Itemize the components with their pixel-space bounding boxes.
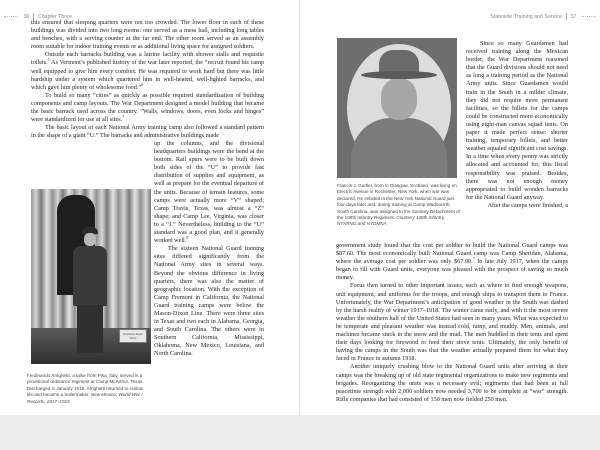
page-number: 37 — [570, 13, 577, 20]
uniform — [351, 118, 447, 178]
divider — [566, 13, 567, 20]
running-head-right — [490, 13, 596, 20]
paragraph: After the camps were finished, a — [487, 201, 568, 209]
portrait-photo — [337, 38, 457, 178]
left-page — [0, 0, 300, 415]
body-text-top — [31, 19, 264, 140]
paragraph: The basic layout of each National Army training camp also followed a standard pattern in the shape of a giant “U.” The barracks and administrative buildings made — [31, 124, 264, 140]
footnote-ref[interactable]: 5 — [47, 58, 50, 63]
soldier-photo — [31, 189, 151, 364]
page-number: 36 — [23, 13, 30, 20]
right-page — [300, 0, 600, 415]
caption-credit: Courtesy 108th Infantry, NYARNG and NYDMNA — [337, 215, 445, 227]
paragraph: The sixteen National Guard training sites differed significantly from the National Army sites in several ways. Beyond the obvious difference in living quarters, there was also the matter of geographic location. With the exception of Camp Fremont in California, the National Guard training camps were below the Mason-Dixon Line. There were three sites in Texas and two each in Alabama, Georgia, and South Carolina. The others were in Southern California, Mississippi, Oklahoma, New Mexico, Louisiana, and North Carolina. — [154, 245, 264, 358]
caption-credit: New Mexico, World War I Records, 1917–1919 — [27, 392, 143, 404]
paragraph: government study found that the cost per soldier to build the National Guard camps was $87.60. The most economically built National Guard camp was Camp Sheridan, Alabama, where the average cost per soldier was only $67.90.$^7$ In late July 1917, when the camps began to fill with Guard units, everyone was pleased with the prospect of saving so much money. — [336, 242, 568, 282]
leader-dots — [582, 16, 596, 17]
photo-caption-left: Ferdinando Arrighetti, a tailor from Pisa, Italy, served in a provisional ordinance regiment at Camp McArthur, Texas. Discharged in January 1919, Arrighetti returned to civilian life and became a boilermaker. New Mexico, World War I Records, 1917–1919 — [27, 373, 144, 404]
face — [381, 78, 417, 120]
chapter-title: Chapter Three — [37, 13, 72, 20]
paragraph: Another uniquely crushing blow to the National Guard units after arriving at their camps was the breaking up of old state regimental organizations to make new regiments and brigades. Reorganizing the units was a necessary evil; regiments that had been at full peacetime strength with 2,000 soldiers now needed 3,700 to be complete at “war” strength. Rifle companies that had consisted of 150 men now fielded 250 men. — [336, 363, 568, 403]
body-text-column — [154, 140, 264, 359]
footnote-ref[interactable]: 8 — [186, 236, 189, 241]
paragraph: Outside each barracks building was a latrine facility with shower stalls and requisite toilets.$^5$ As Vermont’s published history of the war later reported, the “recruit found his camp well equipped to give him every comfort. He was required to work hard but there was little hardship under a system which quartered him in well-heated, well-lighted barracks, and which gave him plenty of wholesome food.”$^6$ — [31, 51, 264, 91]
body-text-full — [336, 242, 568, 404]
photo-caption-right: Francis J. Gurtler, born in Glasgow, Scotland, was living on Electric Avenue in Rochester, New York, when war was declared. He enlisted in the New York National Guard just four days later and, during training at Camp Wadsworth, South Carolina, was assigned to the Sanitary Detachment of the 108th Infantry Regiment. Courtesy 108th Infantry, NYARNG and NYDMNA — [337, 183, 460, 227]
body-text-column — [466, 40, 568, 210]
paragraph: this ensured that sleeping quarters were not too crowded. The lower floor in each of these buildings was divided into two long rooms: one served as a mess hall, including long tables and benches, with a serving counter at the far end. The other room served as an assembly room suitable for indoor training events or as additional living space for assigned soldiers. — [31, 19, 264, 51]
leader-dots — [4, 16, 18, 17]
soldier-figure — [69, 227, 111, 357]
paragraph: Focus then turned to other important issues, such as where to find enough weapons, unit equipment, and uniforms for the troops, and enough ships to transport them to France. Unfortunately, the War Department’s anticipation of good weather in the South was dashed by the harsh reality of winter 1917–1918. The winter came early, and with it the most severe weather the southern half of the United States had seen in many years. What was expected to be temperate and pleasant weather was instead cold, rainy, and muddy. Men, animals, and machines became stuck in the snow and the mud. The men huddled in their tents and spent their days looking for firewood to feed their stove tents. Ultimately, the only benefit of having the camps in the South was that the weather actually prepared them for what they faced in France in autumn 1918. — [336, 282, 568, 363]
hat-brim — [361, 71, 437, 79]
paragraph: up the columns, and the divisional headquarters buildings were the bend at the bottom. Rail spurs were to be built down both sides of the “U” to provide fast distribution of supplies and equipment, as well as prepare for the eventual departure of the units. Because of terrain features, some camps were actually more “V” shaped; Camp Travis, Texas, was almost a “Z” shape; and Camp Lee, Virginia, was closer to a “J.” Nevertheless, building to the “U” standard was a good plan, and it generally worked well.$^8$ — [154, 140, 264, 245]
tent-sign: Ordnance Dept. Tents — [119, 329, 147, 343]
paragraph: Since so many Guardsmen had received training along the Mexican border, the War Department reasoned that the Guard divisions should not need as long a training period as the National Army units. Since Guardsmen would train in the South in a milder climate, they did not require more permanent facilities, so the billets for the camps could be constructed more economically using eight-man canvas squad tents. On paper it made perfect sense: shorter training, temporary billets, and better weather equaled significant cost savings. In a time when every penny was strictly allocated and accounted for, this fiscal responsibility was praised. Besides, there was not enough money appropriated to build wooden barracks for the National Guard anyway. — [466, 40, 568, 201]
footnote-ref[interactable]: 7 — [472, 257, 475, 262]
paragraph: To build so many “cities” as quickly as possible required standardization of building components and camp layouts. The War Department designed a model building that became the basic barrack used across the country. “Walls, windows, doors, even locks and hinges” were standardized for use at all sites.$^7$ — [31, 91, 264, 124]
section-title: Stateside Training and Service — [490, 13, 563, 20]
footnote-ref[interactable]: 7 — [122, 115, 125, 120]
footnote-ref[interactable]: 6 — [141, 82, 144, 87]
